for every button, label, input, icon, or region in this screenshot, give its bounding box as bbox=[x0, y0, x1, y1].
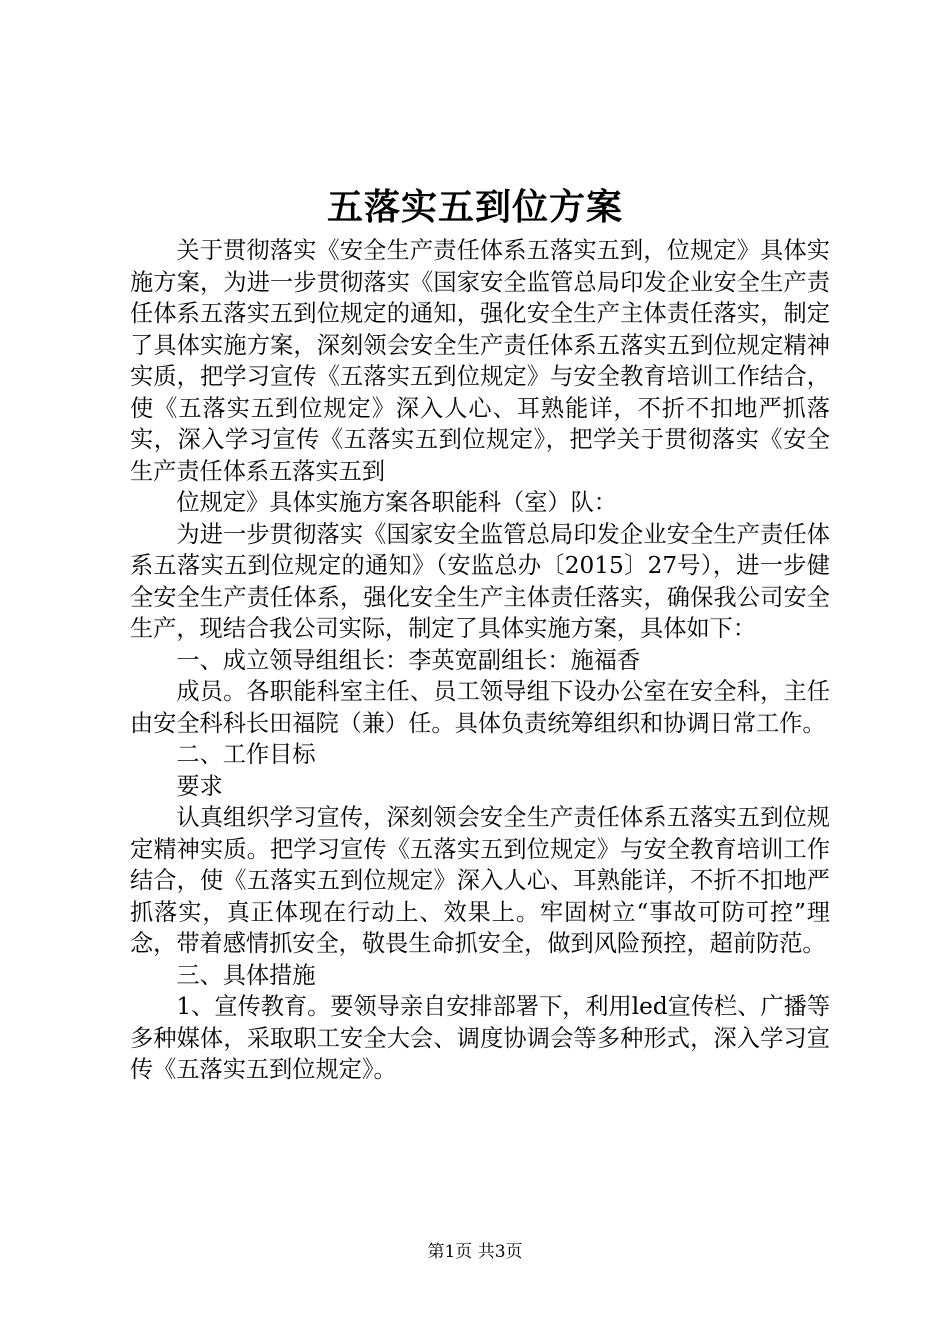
paragraph-members: 成员。各职能科室主任、员工领导组下设办公室在安全科，主任由安全科科长田福院（兼）任。具体负责统筹组织和协调日常工作。 bbox=[130, 678, 830, 737]
section-heading-goals: 二、工作目标 bbox=[176, 741, 316, 768]
section-heading-measures: 三、具体措施 bbox=[176, 961, 316, 989]
paragraph-intro: 关于贯彻落实《安全生产责任体系五落实五到，位规定》具体实施方案，为进一步贯彻落实《国家安全监管总局印发企业安全生产责任体系五落实五到位规定的通知，强化安全生产主体责任落实，制定了具体实施方案，深刻领会安全生产责任体系五落实五到位规定精神实质，把学习宣传《五落实五到位规定》与安全教育培训工作结合，使《五落实五到位规定》深入人心、耳熟能详，不折不扣地严抓落实，深入学习宣传《五落实五到位规定》，把学关于贯彻落实《安全生产责任体系五落实五到 bbox=[130, 237, 830, 485]
paragraph-measure-1: 1、宣传教育。要领导亲自安排部署下，利用led宣传栏、广播等多种媒体，采取职工安全大会、调度协调会等多种形式，深入学习宣传《五落实五到位规定》。 bbox=[130, 993, 830, 1083]
paragraph-requirements: 认真组织学习宣传，深刻领会安全生产责任体系五落实五到位规定精神实质。把学习宣传《五落实五到位规定》与安全教育培训工作结合，使《五落实五到位规定》深入人心、耳熟能详，不折不扣地严抓落实，真正体现在行动上、效果上。牢固树立“事故可防可控”理念，带着感情抓安全，敬畏生命抓安全，做到风险预控，超前防范。 bbox=[130, 804, 830, 957]
subheading-requirements: 要求 bbox=[176, 772, 223, 800]
document-title: 五落实五到位方案 bbox=[326, 186, 623, 228]
document-body bbox=[130, 235, 830, 1086]
page-number-footer: 第1页 共3页 bbox=[427, 1242, 523, 1262]
paragraph-addressee: 位规定》具体实施方案各职能科（室）队： bbox=[176, 489, 617, 516]
paragraph-purpose: 为进一步贯彻落实《国家安全监管总局印发企业安全生产责任体系五落实五到位规定的通知》（安监总办〔2015〕27号），进一步健全安全生产责任体系，强化安全生产主体责任落实，确保我公司安全生产，现结合我公司实际，制定了具体实施方案，具体如下： bbox=[130, 520, 830, 642]
section-heading-leadership: 一、成立领导组组长：李英宽副组长：施福香 bbox=[176, 646, 641, 674]
